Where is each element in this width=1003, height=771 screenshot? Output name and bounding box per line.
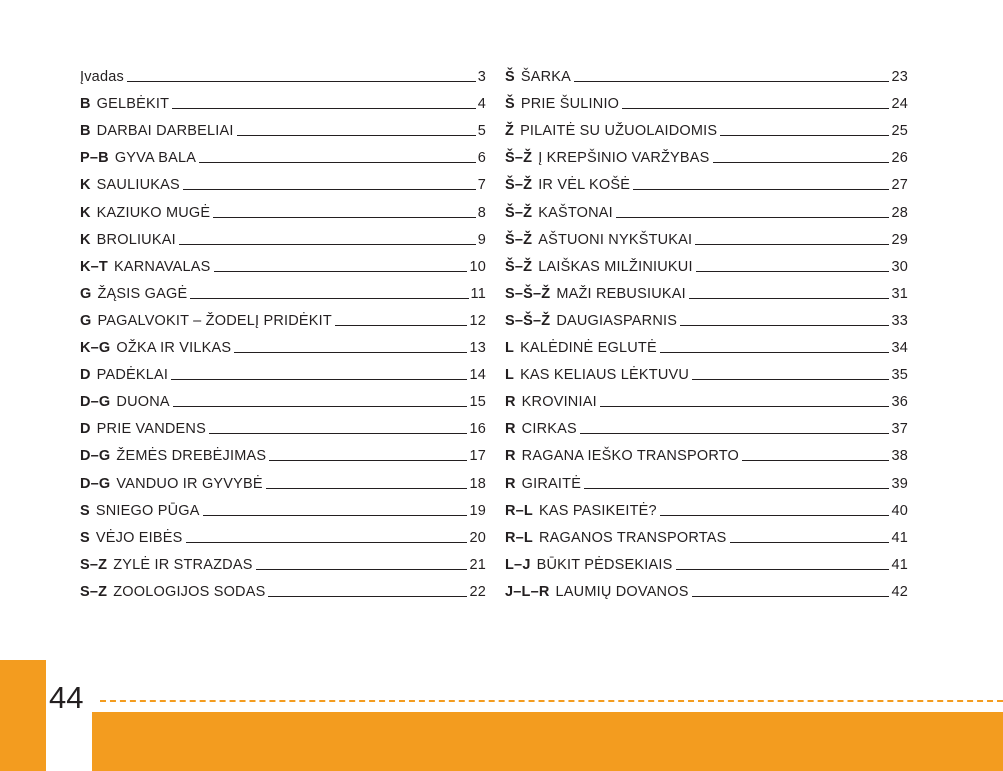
toc-entry-page: 24 — [891, 96, 908, 113]
toc-entry-page: 18 — [469, 475, 486, 492]
toc-entry — [80, 573, 486, 600]
toc-leader-line — [695, 244, 889, 245]
toc-entry-code: G — [80, 312, 92, 329]
toc-entry — [80, 58, 486, 85]
toc-entry — [80, 437, 486, 464]
toc-entry-code: L–J — [505, 556, 531, 573]
toc-entry-title: AŠTUONI NYKŠTUKAI — [538, 231, 693, 248]
toc-entry-page: 26 — [891, 150, 908, 167]
toc-entry-title: PADĖKLAI — [96, 367, 169, 384]
toc-entry-title: VĖJO EIBĖS — [95, 529, 183, 546]
toc-entry — [80, 139, 486, 166]
toc-entry-page: 13 — [469, 340, 486, 357]
toc-entry — [80, 329, 486, 356]
toc-entry-title: DARBAI DARBELIAI — [96, 123, 234, 140]
toc-leader-line — [692, 596, 890, 597]
toc-entry — [505, 464, 908, 491]
toc-leader-line — [199, 162, 476, 163]
toc-entry-page: 19 — [469, 502, 486, 519]
toc-entry-code: D — [80, 421, 91, 438]
toc-entry-code: D–G — [80, 475, 111, 492]
toc-entry — [505, 437, 908, 464]
toc-entry-page: 6 — [477, 150, 486, 167]
toc-entry-page: 37 — [891, 421, 908, 438]
toc-leader-line — [616, 217, 890, 218]
toc-entry — [505, 221, 908, 248]
toc-entry — [80, 383, 486, 410]
toc-entry — [505, 193, 908, 220]
toc-entry-title: KAZIUKO MUGĖ — [96, 204, 211, 221]
toc-entry-page: 7 — [477, 177, 486, 194]
toc-entry-title: KARNAVALAS — [114, 258, 211, 275]
toc-entry-code: R — [505, 448, 516, 465]
toc-entry-title: DAUGIASPARNIS — [556, 312, 678, 329]
toc-entry — [505, 546, 908, 573]
toc-entry — [505, 383, 908, 410]
toc-entry-title: GELBĖKIT — [96, 96, 170, 113]
toc-entry — [80, 112, 486, 139]
toc-entry-title: MAŽI REBUSIUKAI — [556, 285, 686, 302]
toc-leader-line — [730, 542, 890, 543]
toc-entry-title: ŽĄSIS GAGĖ — [97, 285, 188, 302]
toc-entry-title: RAGANOS TRANSPORTAS — [539, 529, 727, 546]
toc-leader-line — [190, 298, 468, 299]
toc-entry-title: CIRKAS — [521, 421, 577, 438]
toc-leader-line — [171, 379, 467, 380]
toc-entry-code: K–T — [80, 258, 108, 275]
toc-entry-code: S–Š–Ž — [505, 312, 551, 329]
toc-entry-page: 31 — [891, 285, 908, 302]
toc-entry-page: 27 — [891, 177, 908, 194]
toc-entry-title: PRIE VANDENS — [96, 421, 206, 438]
page-number: 44 — [49, 680, 84, 715]
toc-entry — [505, 492, 908, 519]
toc-entry-page: 9 — [477, 231, 486, 248]
toc-entry-title: ŠARKA — [520, 69, 572, 86]
toc-leader-line — [172, 108, 476, 109]
toc-entry-page: 21 — [469, 556, 486, 573]
toc-entry-title: KAS KELIAUS LĖKTUVU — [520, 367, 690, 384]
toc-entry-code: Š–Ž — [505, 177, 533, 194]
toc-entry-page: 14 — [469, 367, 486, 384]
toc-entry-page: 23 — [891, 69, 908, 86]
toc-entry-code: D–G — [80, 394, 111, 411]
toc-entry-title: Į KREPŠINIO VARŽYBAS — [538, 150, 710, 167]
toc-entry-page: 38 — [891, 448, 908, 465]
toc-leader-line — [214, 271, 468, 272]
toc-entry-page: 3 — [477, 69, 486, 86]
toc-leader-line — [173, 406, 468, 407]
toc-leader-line — [183, 189, 476, 190]
toc-entry-page: 41 — [891, 529, 908, 546]
toc-entry — [80, 302, 486, 329]
toc-leader-line — [186, 542, 468, 543]
toc-entry — [505, 58, 908, 85]
toc-entry-code: Š — [505, 96, 515, 113]
toc-entry — [80, 166, 486, 193]
toc-leader-line — [269, 460, 467, 461]
toc-entry-page: 12 — [469, 312, 486, 329]
toc-entry-code: Ž — [505, 123, 515, 140]
toc-entry-title: IR VĖL KOŠĖ — [538, 177, 631, 194]
toc-entry-code: B — [80, 123, 91, 140]
toc-entry-code: R — [505, 394, 516, 411]
toc-entry — [505, 302, 908, 329]
toc-leader-line — [720, 135, 889, 136]
toc-entry — [505, 356, 908, 383]
toc-entry-title: DUONA — [116, 394, 170, 411]
toc-entry-code: S–Z — [80, 583, 108, 600]
toc-entry — [80, 221, 486, 248]
toc-entry-title: PILAITĖ SU UŽUOLAIDOMIS — [520, 123, 718, 140]
toc-entry-title: SNIEGO PŪGA — [95, 502, 200, 519]
toc-leader-line — [213, 217, 475, 218]
toc-entry — [505, 166, 908, 193]
toc-entry — [80, 519, 486, 546]
toc-entry — [80, 464, 486, 491]
toc-entry — [80, 248, 486, 275]
toc-leader-line — [692, 379, 889, 380]
toc-entry-page: 17 — [469, 448, 486, 465]
toc-entry-title: OŽKA IR VILKAS — [116, 340, 232, 357]
toc-entry-code: S — [80, 502, 90, 519]
toc-entry-code: Š–Ž — [505, 150, 533, 167]
toc-leader-line — [237, 135, 476, 136]
toc-entry-code: K–G — [80, 340, 111, 357]
toc-entry-title: KROVINIAI — [521, 394, 597, 411]
toc-entry-page: 4 — [477, 96, 486, 113]
toc-leader-line — [268, 596, 467, 597]
toc-entry-code: K — [80, 231, 91, 248]
toc-leader-line — [209, 433, 468, 434]
toc-leader-line — [660, 352, 890, 353]
toc-leader-line — [256, 569, 468, 570]
toc-leader-line — [580, 433, 890, 434]
toc-entry — [505, 329, 908, 356]
footer-orange-tab — [0, 660, 46, 771]
toc-entry-title: BROLIUKAI — [96, 231, 176, 248]
toc-entry — [80, 410, 486, 437]
toc-entry-code: S–Š–Ž — [505, 285, 551, 302]
toc-entry-title: GIRAITĖ — [521, 475, 582, 492]
footer-orange-band — [92, 712, 1003, 771]
toc-entry — [505, 139, 908, 166]
toc-leader-line — [713, 162, 890, 163]
toc-entry-code: S–Z — [80, 556, 108, 573]
toc-entry-page: 25 — [891, 123, 908, 140]
toc-entry-code: L — [505, 367, 515, 384]
toc-entry-code: B — [80, 96, 91, 113]
toc-entry-code: S — [80, 529, 90, 546]
toc-entry-code: R — [505, 421, 516, 438]
toc-entry-title: LAIŠKAS MILŽINIUKUI — [538, 258, 693, 275]
toc-leader-line — [689, 298, 890, 299]
toc-entry — [80, 275, 486, 302]
toc-entry-page: 29 — [891, 231, 908, 248]
toc-entry-title: ZYLĖ IR STRAZDAS — [113, 556, 253, 573]
toc-entry-code: Š–Ž — [505, 258, 533, 275]
toc-entry-page: 16 — [469, 421, 486, 438]
toc-entry-code: Š–Ž — [505, 204, 533, 221]
toc-leader-line — [266, 488, 468, 489]
toc-entry-code: G — [80, 285, 92, 302]
toc-entry-page: 41 — [891, 556, 908, 573]
toc-entry — [80, 356, 486, 383]
toc-entry-title: SAULIUKAS — [96, 177, 180, 194]
toc-entry-page: 8 — [477, 204, 486, 221]
toc-entry-page: 15 — [469, 394, 486, 411]
toc-entry-title: ZOOLOGIJOS SODAS — [113, 583, 266, 600]
toc-entry-code: R–L — [505, 529, 533, 546]
toc-leader-line — [574, 81, 889, 82]
toc-entry-page: 42 — [891, 583, 908, 600]
toc-left-column — [80, 58, 486, 600]
toc-entry-page: 20 — [469, 529, 486, 546]
toc-entry-page: 33 — [891, 312, 908, 329]
toc-entry-title: PRIE ŠULINIO — [520, 96, 620, 113]
toc-leader-line — [203, 515, 468, 516]
toc-entry-page: 34 — [891, 340, 908, 357]
toc-entry-code: D–G — [80, 448, 111, 465]
toc-leader-line — [676, 569, 890, 570]
toc-leader-line — [584, 488, 889, 489]
toc-leader-line — [680, 325, 889, 326]
toc-leader-line — [127, 81, 476, 82]
toc-entry — [505, 85, 908, 112]
toc-entry-code: J–L–R — [505, 583, 550, 600]
toc-entry — [505, 112, 908, 139]
toc-leader-line — [335, 325, 468, 326]
toc-entry — [505, 275, 908, 302]
toc-leader-line — [600, 406, 890, 407]
toc-entry-code: R — [505, 475, 516, 492]
toc-entry-title: RAGANA IEŠKO TRANSPORTO — [521, 448, 739, 465]
toc-entry-page: 5 — [477, 123, 486, 140]
toc-leader-line — [633, 189, 889, 190]
toc-leader-line — [622, 108, 889, 109]
toc-leader-line — [742, 460, 889, 461]
toc-leader-line — [660, 515, 890, 516]
toc-entry-title: GYVA BALA — [114, 150, 197, 167]
toc-entry-code: Š — [505, 69, 515, 86]
toc-entry — [80, 85, 486, 112]
toc-entry-title: KAS PASIKEITĖ? — [539, 502, 657, 519]
toc-entry-page: 35 — [891, 367, 908, 384]
toc-entry-title: KALĖDINĖ EGLUTĖ — [520, 340, 657, 357]
toc-entry-page: 39 — [891, 475, 908, 492]
toc-leader-line — [234, 352, 467, 353]
toc-entry — [505, 519, 908, 546]
toc-entry-code: K — [80, 177, 91, 194]
toc-entry-page: 40 — [891, 502, 908, 519]
toc-entry — [80, 546, 486, 573]
toc-entry-code: P–B — [80, 150, 109, 167]
toc-entry-page: 30 — [891, 258, 908, 275]
footer-dashed-line — [100, 700, 1003, 702]
toc-entry — [505, 410, 908, 437]
toc-right-column — [505, 58, 908, 600]
toc-entry-title: Įvadas — [80, 69, 124, 86]
toc-entry — [505, 573, 908, 600]
toc-entry-code: R–L — [505, 502, 533, 519]
toc-entry-title: VANDUO IR GYVYBĖ — [116, 475, 263, 492]
toc-entry-page: 11 — [470, 285, 486, 302]
toc-entry-code: D — [80, 367, 91, 384]
toc-entry-title: KAŠTONAI — [538, 204, 613, 221]
toc-entry — [80, 193, 486, 220]
toc-entry-page: 28 — [891, 204, 908, 221]
toc-entry — [80, 492, 486, 519]
toc-entry-title: ŽEMĖS DREBĖJIMAS — [116, 448, 267, 465]
toc-entry-page: 10 — [469, 258, 486, 275]
toc-entry-page: 22 — [469, 583, 486, 600]
toc-entry-page: 36 — [891, 394, 908, 411]
toc-leader-line — [696, 271, 890, 272]
toc-entry-code: L — [505, 340, 515, 357]
toc-entry-title: LAUMIŲ DOVANOS — [555, 583, 689, 600]
toc-entry-code: Š–Ž — [505, 231, 533, 248]
toc-entry — [505, 248, 908, 275]
toc-entry-title: PAGALVOKIT – ŽODELĮ PRIDĖKIT — [97, 312, 332, 329]
toc-leader-line — [179, 244, 476, 245]
toc-entry-title: BŪKIT PĖDSEKIAIS — [536, 556, 673, 573]
toc-entry-code: K — [80, 204, 91, 221]
